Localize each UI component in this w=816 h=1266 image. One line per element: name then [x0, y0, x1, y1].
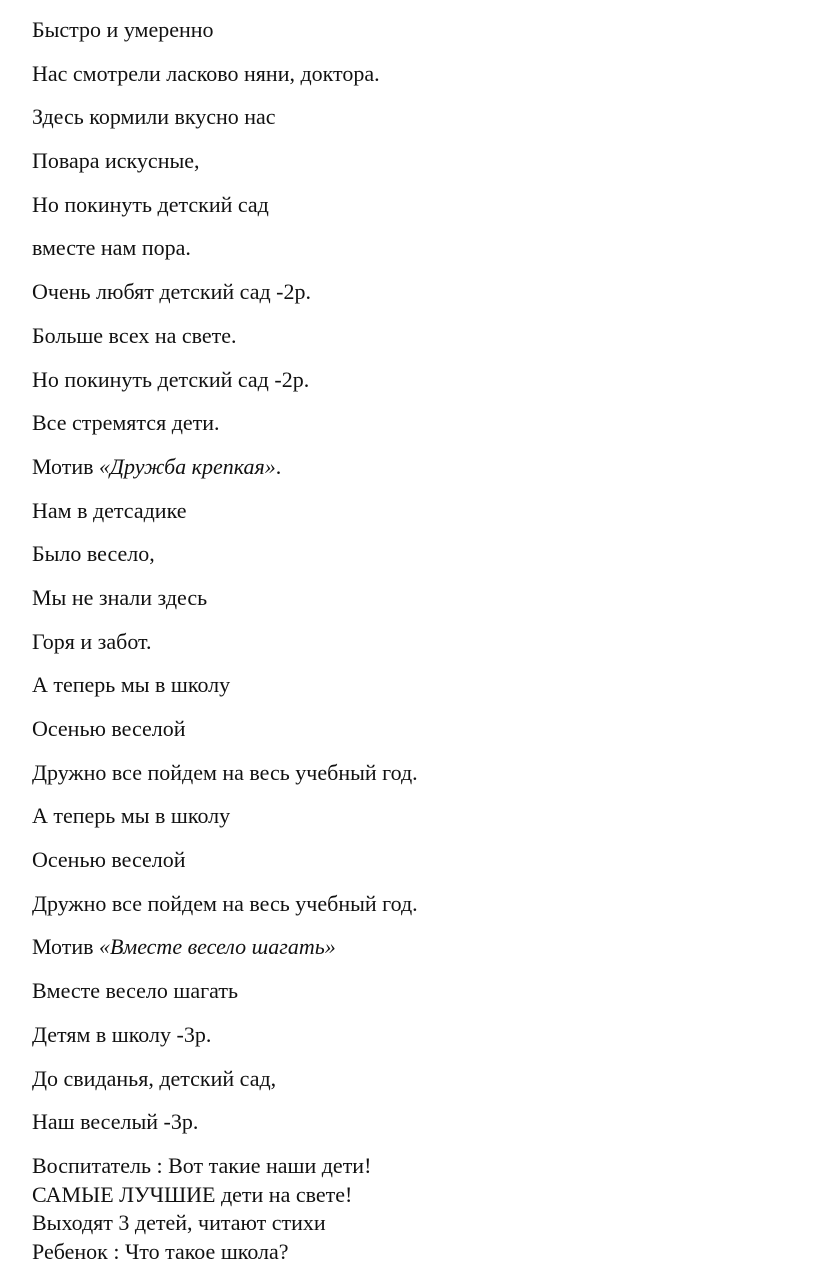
- text-segment: Нас смотрели ласково няни, доктора.: [32, 60, 380, 86]
- text-segment: Выходят 3 детей, читают стихи: [32, 1210, 326, 1235]
- text-segment: Горя и забот.: [32, 628, 152, 654]
- text-segment: .: [275, 453, 282, 479]
- text-segment: Мотив: [32, 453, 99, 479]
- text-line: [32, 183, 418, 227]
- text-segment: Воспитатель : Вот такие наши дети!: [32, 1153, 372, 1178]
- italic-title: «Дружба крепкая»: [99, 453, 276, 479]
- text-line: [32, 401, 418, 445]
- text-line: [32, 838, 418, 882]
- text-line: [32, 925, 418, 969]
- text-segment: Очень любят детский сад -2р.: [32, 279, 311, 305]
- text-line: [32, 707, 418, 751]
- text-segment: Дружно все пойдем на весь учебный год.: [32, 759, 418, 785]
- text-line: [32, 1238, 371, 1266]
- text-segment: Повара искусные,: [32, 148, 200, 174]
- text-line: [32, 52, 418, 96]
- text-segment: Было весело,: [32, 541, 155, 567]
- text-segment: Здесь кормили вкусно нас: [32, 104, 276, 130]
- text-line: [32, 226, 418, 270]
- text-line: [32, 139, 418, 183]
- text-segment: Но покинуть детский сад -2р.: [32, 366, 310, 392]
- text-segment: Быстро и умеренно: [32, 17, 214, 42]
- text-segment: Все стремятся дети.: [32, 410, 220, 436]
- text-line: [32, 1209, 371, 1238]
- text-line: [32, 969, 418, 1013]
- text-line: [32, 663, 418, 707]
- text-line: [32, 1100, 418, 1144]
- text-line: [32, 1057, 418, 1101]
- text-line: [32, 532, 418, 576]
- text-line: [32, 8, 418, 52]
- text-segment: Ребенок : Что такое школа?: [32, 1238, 289, 1264]
- text-segment: Дружно все пойдем на весь учебный год.: [32, 890, 418, 916]
- text-segment: Осенью веселой: [32, 716, 186, 741]
- text-segment: Больше всех на свете.: [32, 322, 237, 348]
- text-line: [32, 576, 418, 620]
- text-line: [32, 794, 418, 838]
- text-line: [32, 445, 418, 489]
- text-line: [32, 620, 418, 664]
- text-line: [32, 1013, 418, 1057]
- text-segment: Осенью веселой: [32, 847, 186, 873]
- text-segment: САМЫЕ ЛУЧШИЕ дети на свете!: [32, 1181, 353, 1207]
- text-line: [32, 1181, 371, 1210]
- text-segment: А теперь мы в школу: [32, 672, 231, 698]
- text-line: [32, 95, 418, 139]
- text-segment: Мы не знали здесь: [32, 584, 208, 610]
- song-lyrics: [32, 8, 418, 1144]
- text-segment: А теперь мы в школу: [32, 803, 231, 829]
- text-segment: Нам в детсадике: [32, 497, 187, 523]
- text-segment: Вместе весело шагать: [32, 978, 238, 1004]
- text-segment: Детям в школу -3р.: [32, 1021, 212, 1047]
- text-segment: вместе нам пора.: [32, 235, 191, 261]
- script-dialogue: [32, 1152, 371, 1266]
- text-line: [32, 314, 418, 358]
- text-line: [32, 882, 418, 926]
- text-segment: Но покинуть детский сад: [32, 191, 269, 217]
- text-line: [32, 270, 418, 314]
- italic-title: «Вместе весело шагать»: [99, 934, 336, 960]
- text-segment: Наш веселый -3р.: [32, 1109, 199, 1135]
- text-segment: Мотив: [32, 934, 99, 960]
- text-line: [32, 489, 418, 533]
- text-segment: До свиданья, детский сад,: [32, 1065, 277, 1091]
- text-line: [32, 358, 418, 402]
- text-line: [32, 751, 418, 795]
- text-line: [32, 1152, 371, 1181]
